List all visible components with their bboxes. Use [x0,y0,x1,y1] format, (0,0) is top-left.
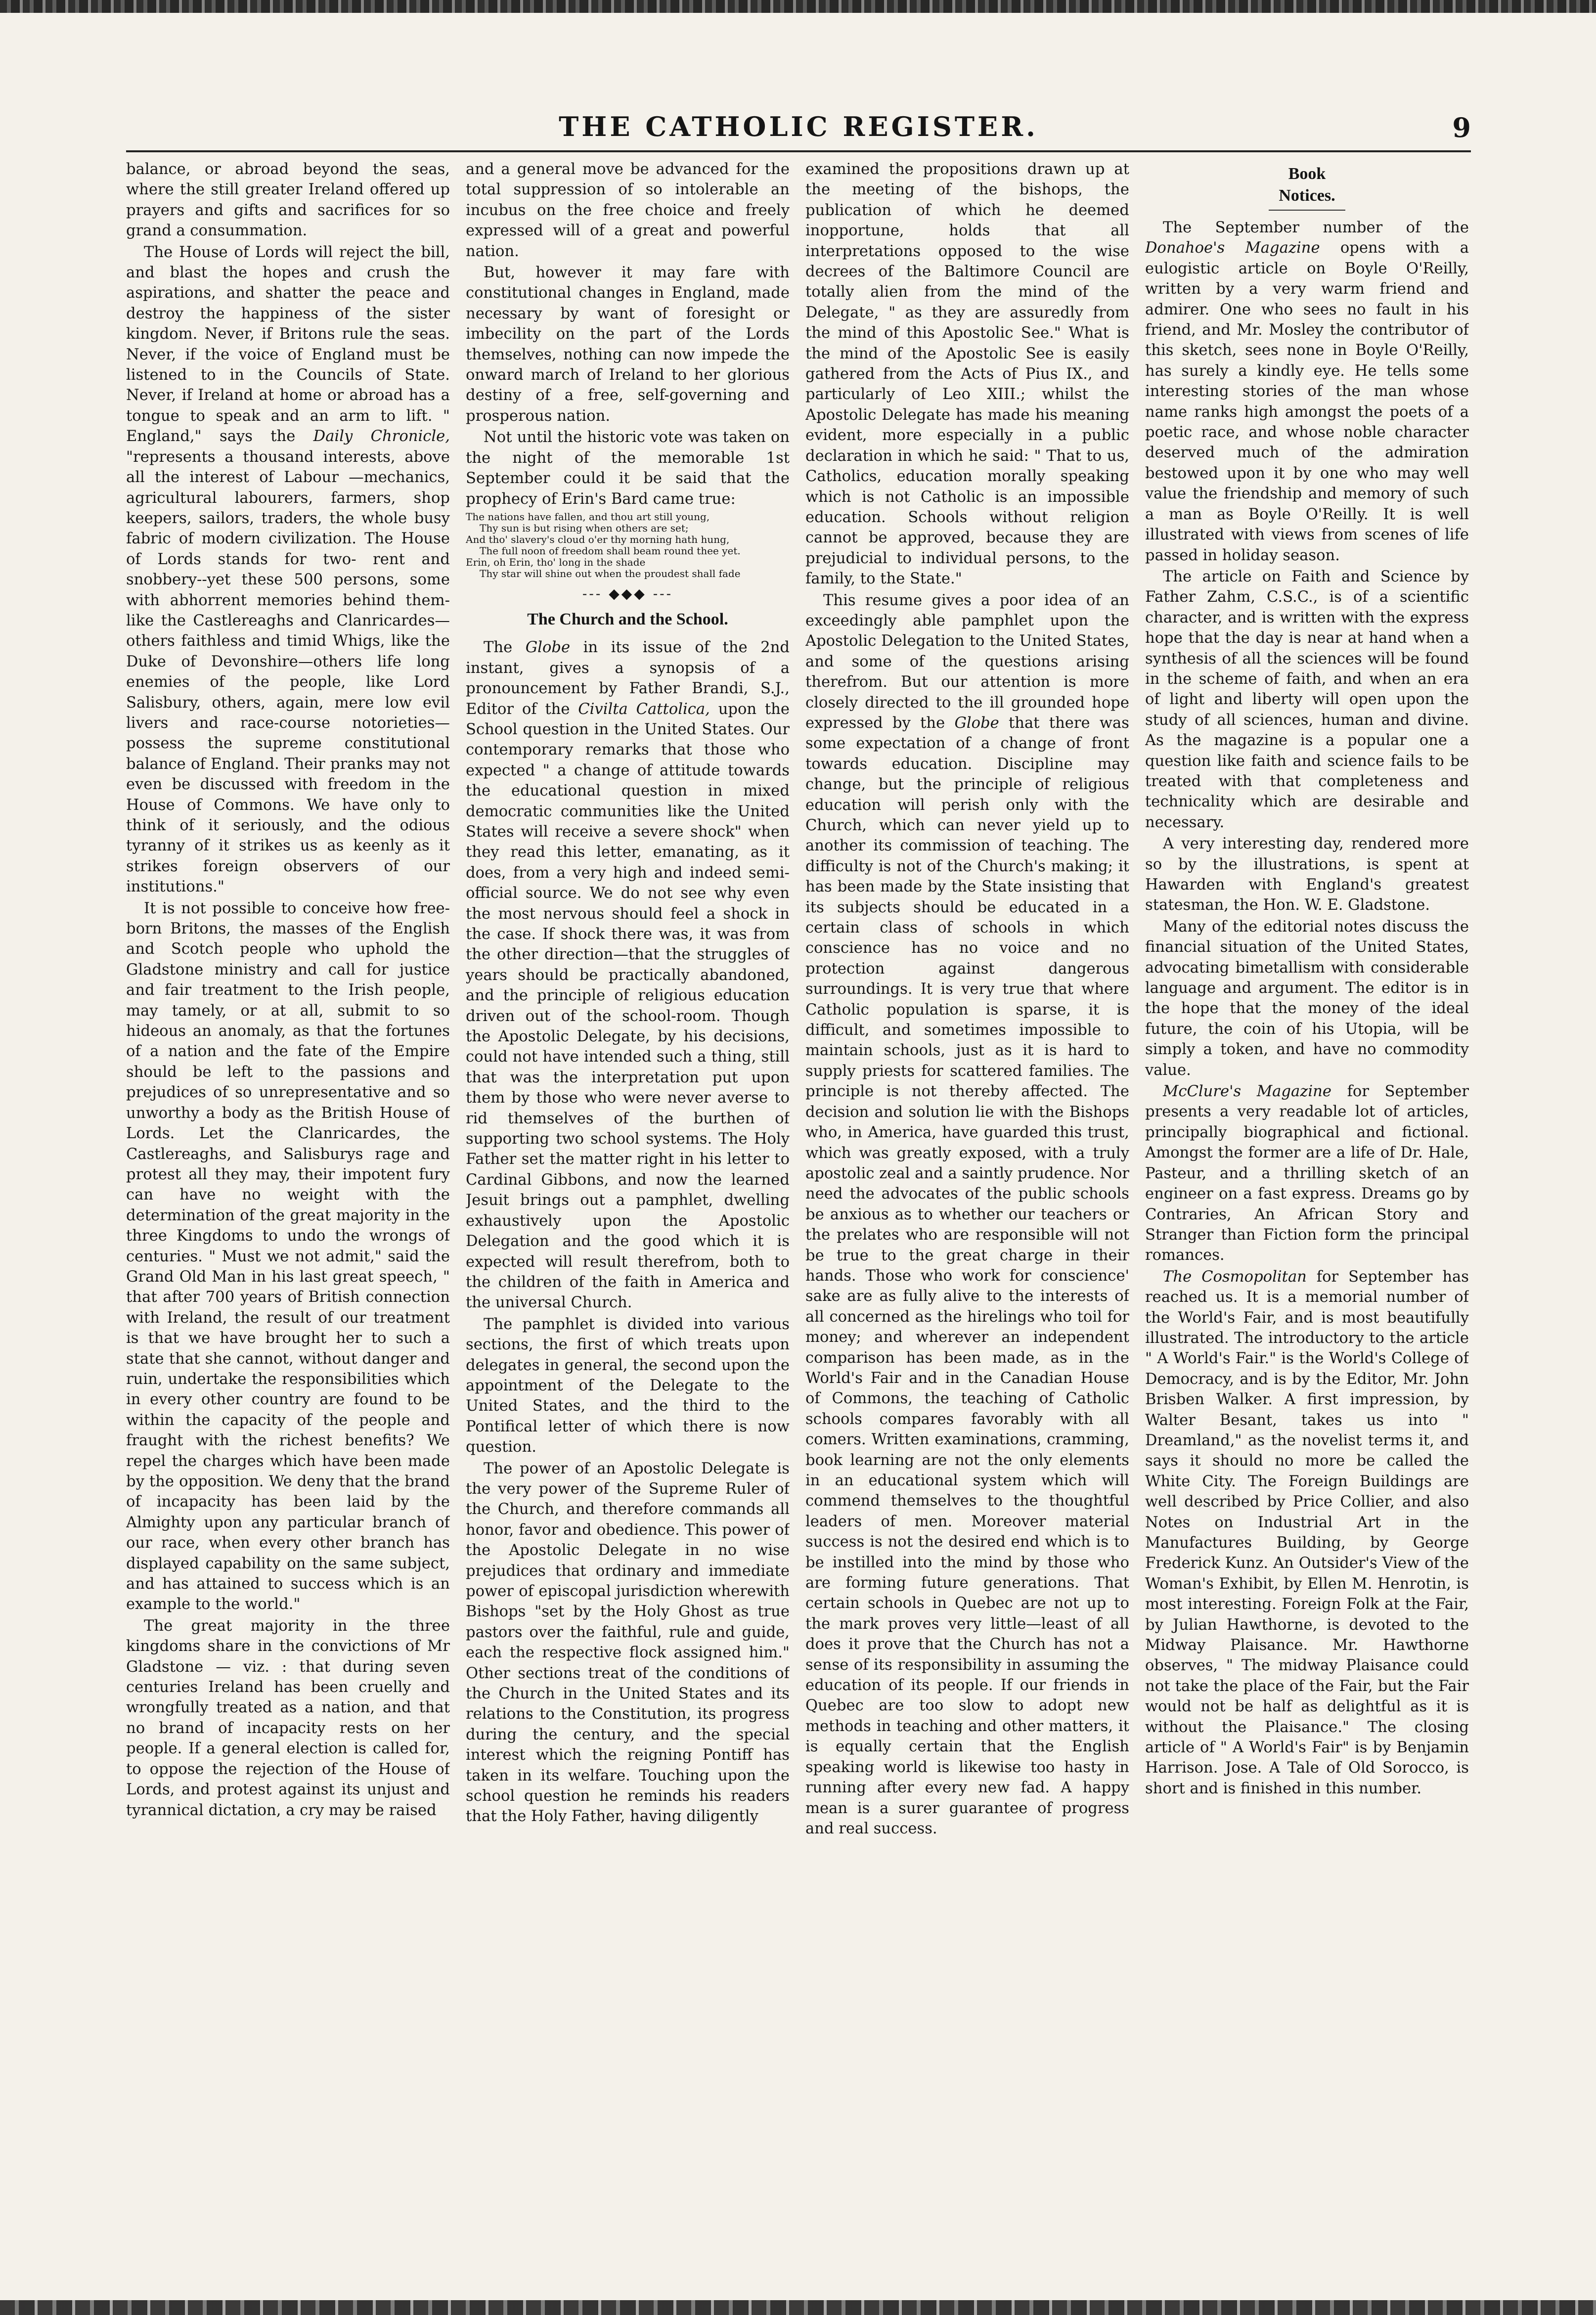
paragraph [1145,1081,1469,1266]
paragraph [126,242,450,897]
paragraph [466,637,790,1313]
text-run: that there was some expectation of a change of front towards education. Discipline may change, but the principle of religious education will perish only with the Church, which can never yield up to another its commission of teaching. The difficulty is not of the Church's making; it has been made by the State insisting that its subjects should be educated in a certain class of schools in which conscience has no voice and no protection against dangerous surroundings. It is very true that where Catholic population is sparse, it is difficult, and sometimes impossible to maintain schools, just as it is hard to supply priests for scattered families. The principle is not thereby affected. The decision and solution lie with the Bishops who, in America, have guarded this trust, which was greatly exposed, with a truly apostolic zeal and a saintly prudence. Nor need the advocates of the public schools be anxious as to whether our teachers or the prelates who are responsible will not be true to the great charge in their hands. Those who work for conscience' sake are as fully alive to the interests of all concerned as the hirelings who toil for money; and wherever an independent comparison has been made, as in the World's Fair and in the Canadian House of Commons, the teaching of Catholic schools compares favorably with all comers. Written examinations, cramming, book learning are not the only elements in an educational system which will commend themselves to the thoughtful leaders of men. Moreover material success is not the desired end which is to be instilled into the mind by those who are forming future generations. That certain schools in Quebec are not up to the mark proves very little—least of all does it prove that the Church has not a sense of its responsibility in assuming the education of its people. If our friends in Quebec are too slow to adopt new methods in teaching and other matters, it is equally certain that the English speaking world is likewise too hasty in running after every new fad. A happy mean is a surer guarantee of progress and real success. [805,714,1129,1837]
column-3 [805,159,1129,2261]
masthead [126,112,1471,141]
paragraph: balance, or abroad beyond the seas, where the still greater Ireland offered up prayers and gifts and sacrifices for so grand a consummation. [126,161,450,240]
poem-line: Thy star will shine out when the proudest shall fade [480,567,741,579]
publication-title: Donahoe's Magazine [1145,239,1320,257]
header-rule [126,150,1471,152]
paragraph: A very interesting day, rendered more so by the illustrations, is spent at Hawarden with England's greatest statesman, the Hon. W. E. Gladstone. [1145,835,1469,914]
section-divider: --- ◆◆◆ --- [582,585,673,602]
paragraph: examined the propositions drawn up at the meeting of the bishops, the publication of which he deemed inopportune, holds that all interpretations opposed to the wise decrees of the Baltimore Council are totally alien from the mind of the Delegate, " as they are assuredly from the mind of this Apostolic See." What is the mind of the Apostolic See is easily gathered from the Acts of Pius IX., and particularly of Leo XIII.; whilst the Apostolic Delegate has made his meaning evident, more especially in a public declaration in which he said: " That to us, Catholics, education morally speaking which is not Catholic is an impossible education. Schools without religion cannot be approved, because they are prejudicial to individual persons, to the family, to the State." [805,161,1129,588]
text-run: The [484,639,513,657]
publication-title: Globe [525,639,571,657]
text-run: opens with a eulogistic article on Boyle O'Reilly, written by a very warm friend and admirer. One who sees no fault in his friend, and Mr. Mosley the contributor of this sketch, sees none in Boyle O'Reilly, has surely a kindly eye. He tells some interesting stories of the man whose name ranks high amongst the poets of a poetic race, and whose noble character deserved much of the admiration bestowed upon it by one who may well value the friendship and memory of such a man as Boyle O'Reilly. It is well illustrated with views from scenes of life passed in holiday season. [1145,239,1469,564]
page-top-edge [0,0,1596,13]
paragraph: The great majority in the three kingdoms share in the convictions of Mr Gladstone — viz. : that during seven centuries Ireland has been cruelly and wrongfully treated as a nation, and that no brand of incapacity rests on her people. If a general election is called for, to oppose the rejection of the House of Lords, and protest against its unjust and tyrannical dictation, a cry may be raised [126,1617,450,1819]
poem-line: Thy sun is but rising when others are set; [480,522,689,534]
publication-title: Globe [954,714,999,732]
paragraph: The pamphlet is divided into various sections, the first of which treats upon delegates in general, the second upon the appointment of the Delegate to the United States, and the third to the Pontifical letter of which there is now question. [466,1315,790,1456]
column-1 [126,159,450,2261]
paragraph [1145,218,1469,566]
article-columns [126,159,1471,2261]
publication-title: Civilta Cattolica, [578,700,710,718]
column-2 [466,159,790,2261]
text-run: for September has reached us. It is a memorial number of the World's Fair, and is most beautifully illustrated. The introductory to the article " A World's Fair." is the World's College of Democracy, and is by the Editor, Mr. John Brisben Walker. A first impression, by Walter Besant, takes us into " Dreamland," as the novelist terms it, and says it should no more be called the White City. The Foreign Buildings are well described by Price Collier, and also Notes on Industrial Art in the Manufactures Building, by George Frederick Kunz. An Outsider's View of the Woman's Exhibit, by Ellen M. Henrotin, is most interesting. Foreign Folk at the Fair, by Julian Hawthorne, is devoted to the Midway Plaisance. Mr. Hawthorne observes, " The midway Plaisance could not take the place of the Fair, but the Fair would not be half as delightful as it is without the Plaisance." The closing article of " A World's Fair" is by Benjamin Harrison. Jose. A Tale of Old Sorocco, is short and is finished in this number. [1145,1268,1469,1797]
column-4 [1145,159,1469,2261]
page-bottom-edge [0,2300,1596,2315]
article-heading: The Church and the School. [527,610,728,629]
paragraph: Not until the historic vote was taken on the night of the memorable 1st September could it be said that the prophecy of Erin's Bard came true: [466,429,790,508]
poem-line: And tho' slavery's cloud o'er thy morning hath hung, [466,533,730,545]
paragraph: The article on Faith and Science by Father Zahm, C.S.C., is of a scientific character, and is written with the express hope that the day is near at hand when a synthesis of all the sciences will be found in the scheme of faith, and when an era of light and liberty will open upon the study of all sciences, human and divine. As the magazine is a popular one a question like faith and science fails to be treated with that completeness and technicality which are desirable and necessary. [1145,568,1469,831]
paragraph: Many of the editorial notes discuss the financial situation of the United States, advocating bimetallism with considerable language and argument. The editor is in the hope that the money of the ideal future, the coin of his Utopia, will be simply a token, and have no commodity value. [1145,918,1469,1079]
text-run: for September presents a very readable lot of articles, principally biographical and fictional. Amongst the former are a life of Dr. Hale, Pasteur, and a thrilling sketch of an engineer on a fast express. Dreams go by Contraries, An African Story and Stranger than Fiction form the principal romances. [1145,1083,1469,1264]
paragraph: But, however it may fare with constitutional changes in England, made necessary by want of foresight or imbecility on the part of the Lords themselves, nothing can now impede the onward march of Ireland to her glorious destiny of a free, self-governing and prosperous nation. [466,264,790,425]
page-number: 9 [1452,112,1471,143]
text-run: in its issue of the 2nd instant, gives a synopsis of a pronouncement by Father Brandi, S.J., Editor of the [466,639,790,718]
section-heading: Book Notices. [1269,163,1345,211]
text-run: The House of Lords will reject the bill, and blast the hopes and crush the aspirations, and shatter the peace and destroy the happiness of the sister kingdom. Never, if Britons rule the seas. Never, if the voice of England must be listened to in the Councils of State. Never, if Ireland at home or abroad has a tongue to speak and an arm to lift. " England," says the [126,243,450,445]
publication-title: McClure's Magazine [1163,1083,1331,1101]
paragraph: It is not possible to conceive how free-born Britons, the masses of the English and Scotch people who uphold the Gladstone ministry and call for justice and fair treatment to the Irish people, may tamely, or at all, submit to so hideous an anomaly, as that the fortunes of a nation and the fate of the Empire should be left to the passions and prejudices of so unrepresentative and so unworthy a body as the British House of Lords. Let the Clanricardes, the Castlereaghs, and Salisburys rage and protest all they may, their impotent fury can have no weight with the determination of the great majority in the three Kingdoms to undo the wrongs of centuries. " Must we not admit," said the Grand Old Man in his last great speech, " that after 700 years of British connection with Ireland, the result of our treatment is that we have brought her to such a state that she cannot, without danger and ruin, undertake the responsibilities which in every other country are found to be within the capacity of the people and fraught with the richest benefits? We repel the charges which have been made by the opposition. We deny that the brand of incapacity has been laid by the Almighty upon any particular branch of our race, when every other branch has displayed capability on the same subject, and has attained to success which is an example to the world." [126,899,450,1613]
paragraph [805,590,1129,1839]
poem-line: The nations have fallen, and thou art still young, [466,510,710,523]
text-run: The September number of the [1163,219,1469,236]
poem-quotation [466,511,790,579]
publication-title: Daily Chronicle, [313,428,450,445]
paragraph [1145,1267,1469,1799]
paragraph: and a general move be advanced for the total suppression of so intolerable an incubus on the free choice and freely expressed will of a great and powerful nation. [466,161,790,260]
poem-line: Erin, oh Erin, tho' long in the shade [466,556,646,568]
paragraph: The power of an Apostolic Delegate is the very power of the Supreme Ruler of the Church, and therefore commands all honor, favor and obedience. This power of the Apostolic Delegate in no wise prejudices that ordinary and immediate power of episcopal jurisdiction wherewith Bishops "set by the Holy Ghost as true pastors over the faithful, rule and guide, each the respective flock assigned him." Other sections treat of the conditions of the Church in the United States and its relations to the Constitution, its progress during the century, and the special interest which the reigning Pontiff has taken in its welfare. Touching upon the school question he reminds his readers that the Holy Father, having diligently [466,1460,790,1825]
text-run: "represents a thousand interests, above all the interest of Labour —mechanics, agricultural labourers, farmers, shop keepers, sailors, traders, the whole busy fabric of modern civilization. The House of Lords stands for two- rent and snobbery--yet these 500 persons, some with abhorrent memories behind them- like the Castlereaghs and Clanricardes—others faithless and timid Whigs, like the Duke of Devonshire—others life long enemies of the people, like Lord Salisbury, others, again, mere low evil livers and race-course notorieties—possess the supreme constitutional balance of England. Their pranks may not even be discussed with freedom in the House of Commons. We have only to think of it seriously, and the odious tyranny of it strikes us as keenly as it strikes foreign observers of our institutions." [126,448,450,896]
text-run: This resume gives a poor idea of an exceedingly able pamphlet upon the Apostolic Delegation to the United States, and some of the questions arising therefrom. But our attention is more closely directed to the ill grounded hope expressed by the [805,591,1129,732]
poem-line: The full noon of freedom shall beam round thee yet. [480,544,741,557]
publication-title: The Cosmopolitan [1163,1268,1307,1286]
newspaper-title: THE CATHOLIC REGISTER. [559,111,1038,142]
text-run: upon the School question in the United States. Our contemporary remarks that those who expected " a change of attitude towards the educational question in mixed democratic communities like the United States will receive a severe shock" when they read this letter, emanating, as it does, from a very high and indeed semi-official source. We do not see why even the most nervous should feel a shock in the case. If shock there was, it was from the other direction—that the struggles of years should be practically abandoned, and the principle of religious education driven out of the school-room. Though the Apostolic Delegate, by his decisions, could not have intended such a thing, still that was the interpretation put upon them by those who were never averse to rid themselves of the burthen of supporting two school systems. The Holy Father set the matter right in his letter to Cardinal Gibbons, and now the learned Jesuit brings out a pamphlet, dwelling exhaustively upon the Apostolic Delegation and the good which it is expected will result therefrom, both to the children of the faith in America and the universal Church. [466,700,790,1312]
